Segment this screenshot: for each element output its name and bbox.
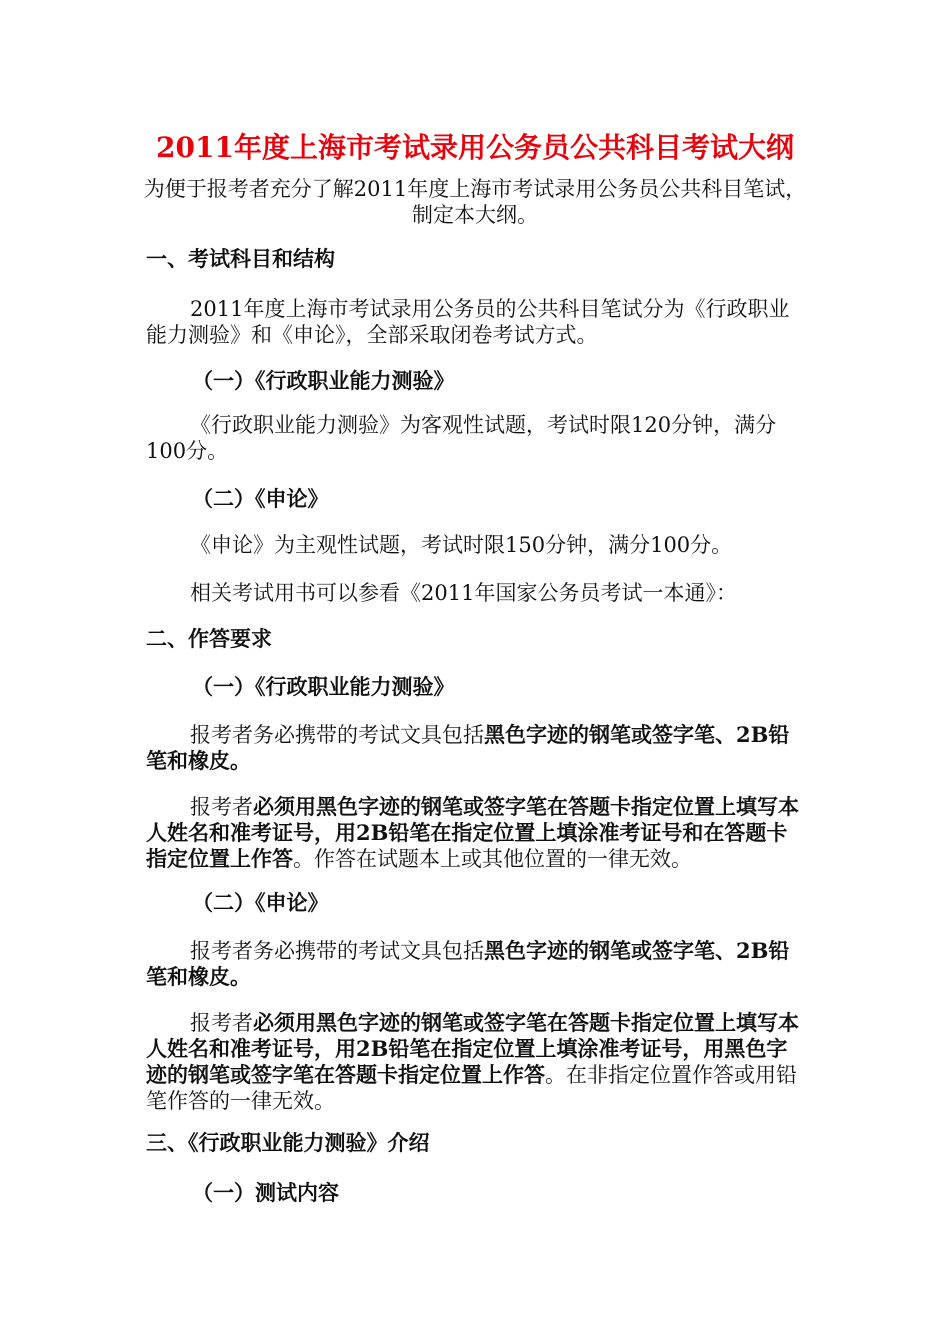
section-2-heading: 二、作答要求: [146, 626, 272, 651]
paragraph-bold-text: 必须用黑色字迹的钢笔或签字笔在答题卡指定位置上填写本人姓名和准考证号，用2B铅笔在指定位置上填涂准考证号和在答题卡指定位置上作答: [146, 794, 799, 871]
section-1-paragraph-2: 《行政职业能力测验》为客观性试题，考试时限120分钟，满分100分。: [146, 413, 777, 463]
section-3-heading: 三、《行政职业能力测验》介绍: [146, 1130, 430, 1155]
section-1-paragraph-1: 2011年度上海市考试录用公务员的公共科目笔试分为《行政职业能力测验》和《申论》，全部采取闭卷考试方式。: [146, 297, 790, 347]
section-2-paragraph-1: [146, 722, 806, 774]
section-2-paragraph-4: [146, 1010, 806, 1114]
section-1-subheading-2: （二）《申论》: [192, 486, 329, 511]
paragraph-text: 。在非指定位置作答或用铅笔作答的一律无效。: [146, 1063, 797, 1113]
paragraph-bold-text: 黑色字迹的钢笔或签字笔、2B铅笔和橡皮。: [146, 938, 790, 989]
section-2-subheading-2: （二）《申论》: [192, 890, 329, 915]
paragraph-bold-text: 黑色字迹的钢笔或签字笔、2B铅笔和橡皮。: [146, 722, 790, 773]
section-2-paragraph-3: [146, 938, 806, 990]
section-3-subheading-1: （一）测试内容: [192, 1180, 339, 1205]
paragraph-text: 。作答在试题本上或其他位置的一律无效。: [293, 847, 692, 871]
paragraph-text: 报考者务必携带的考试文具包括: [190, 939, 484, 963]
section-1-heading: 一、考试科目和结构: [146, 246, 335, 271]
section-2-subheading-1: （一）《行政职业能力测验》: [192, 674, 455, 699]
document-title: 2011年度上海市考试录用公务员公共科目考试大纲: [156, 131, 794, 164]
section-1-paragraph-3: 《申论》为主观性试题，考试时限150分钟，满分100分。: [190, 533, 733, 557]
section-1-paragraph-4: 相关考试用书可以参看《2011年国家公务员考试一本通》：: [190, 581, 737, 605]
intro-text: 为便于报考者充分了解2011年度上海市考试录用公务员公共科目笔试，制定本大纲。: [143, 177, 807, 227]
paragraph-text: 报考者: [190, 795, 253, 819]
section-1-subheading-1: （一）《行政职业能力测验》: [192, 368, 455, 393]
paragraph-bold-text: 必须用黑色字迹的钢笔或签字笔在答题卡指定位置上填写本人姓名和准考证号，用2B铅笔在指定位置上填涂准考证号，用黑色字迹的钢笔或签字笔在答题卡指定位置上作答: [146, 1010, 799, 1087]
paragraph-text: 报考者务必携带的考试文具包括: [190, 723, 484, 747]
paragraph-text: 报考者: [190, 1011, 253, 1035]
section-2-paragraph-2: [146, 794, 806, 872]
